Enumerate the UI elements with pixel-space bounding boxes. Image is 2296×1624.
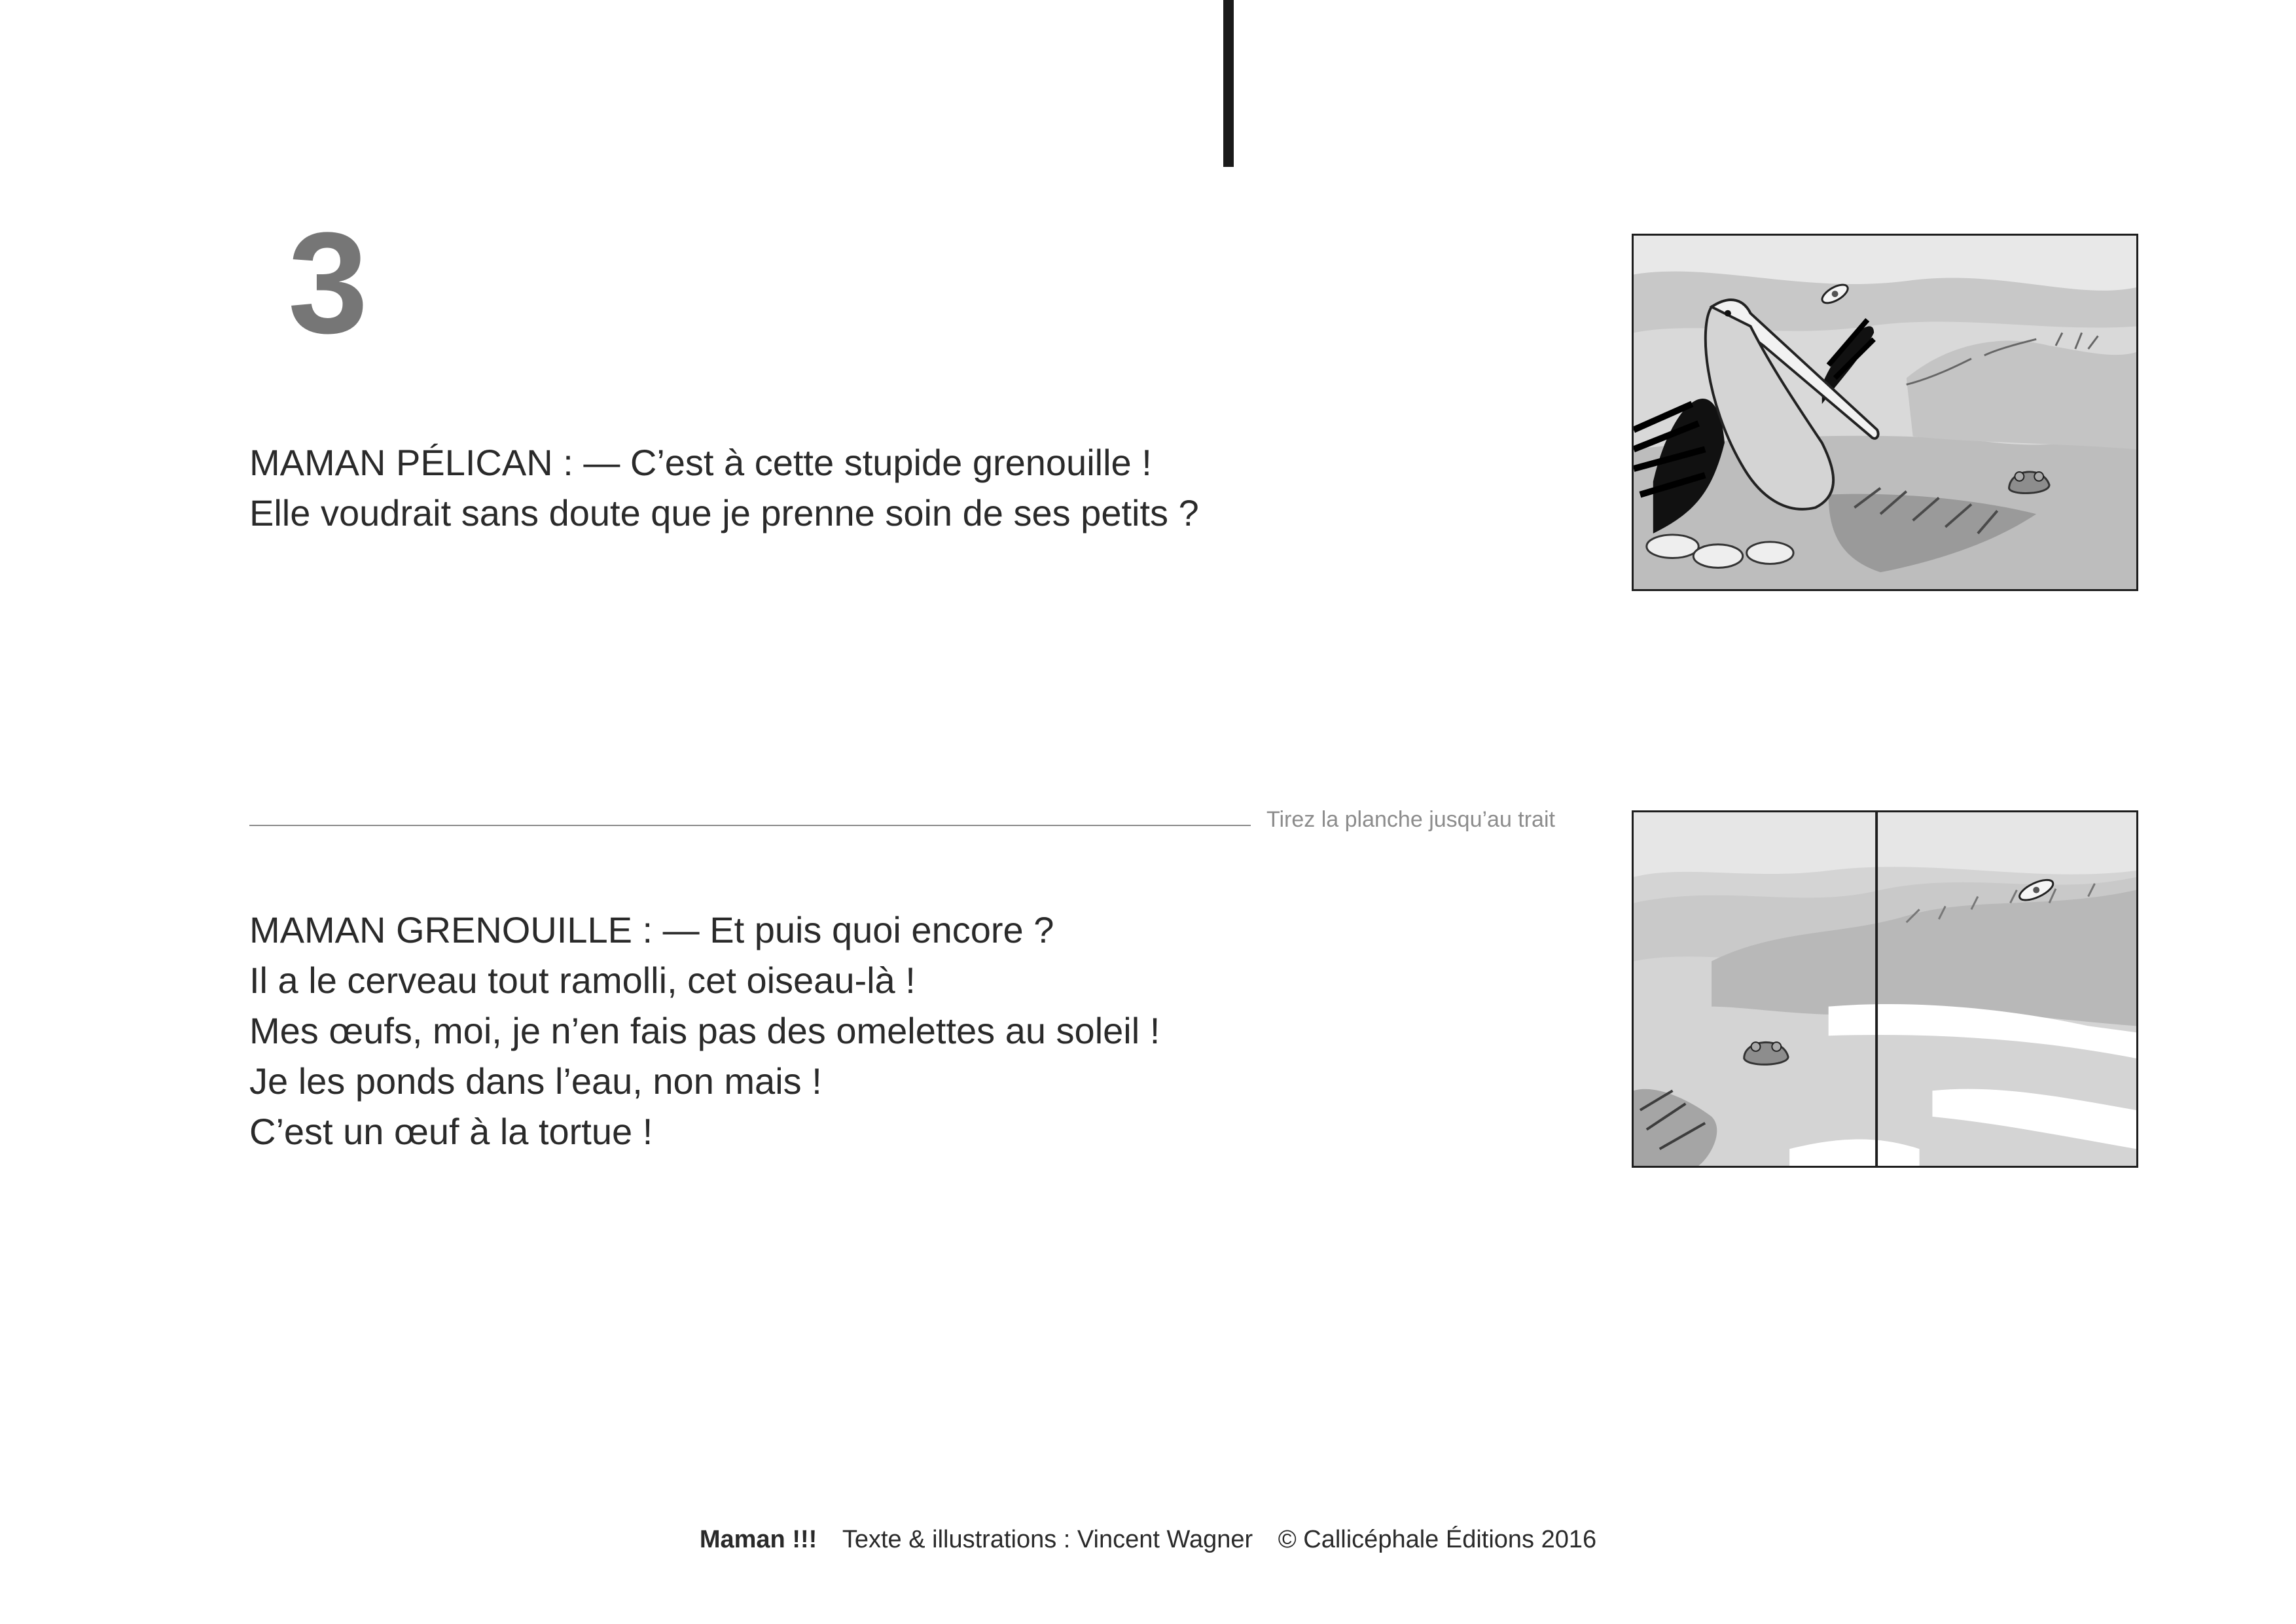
dialogue-pelican — [249, 437, 1199, 538]
author-credits: Texte & illustrations : Vincent Wagner — [842, 1526, 1253, 1553]
illustration-frog-panel — [1632, 810, 2138, 1168]
footer-credits — [0, 1526, 2296, 1554]
illustration-pelican-panel — [1632, 234, 2138, 591]
frog-illustration — [1634, 812, 2136, 1166]
copyright-notice: © Callicéphale Éditions 2016 — [1278, 1526, 1597, 1553]
page-number: 3 — [288, 202, 370, 363]
dialogue-line: Je les ponds dans l’eau, non mais ! — [249, 1060, 822, 1102]
dialogue-frog — [249, 905, 1160, 1157]
top-fold-mark — [1223, 0, 1234, 167]
dialogue-line: MAMAN PÉLICAN : — C’est à cette stupide grenouille ! — [249, 442, 1152, 483]
pelican-illustration — [1634, 236, 2136, 589]
pull-instruction: Tirez la planche jusqu’au trait — [1266, 807, 1555, 832]
dialogue-line: Il a le cerveau tout ramolli, cet oiseau-là ! — [249, 960, 916, 1001]
dialogue-line: C’est un œuf à la tortue ! — [249, 1111, 653, 1152]
dialogue-line: Mes œufs, moi, je n’en fais pas des omelettes au soleil ! — [249, 1010, 1160, 1051]
dialogue-line: MAMAN GRENOUILLE : — Et puis quoi encore ? — [249, 909, 1054, 950]
book-title: Maman !!! — [699, 1526, 817, 1553]
dialogue-line: Elle voudrait sans doute que je prenne soin de ses petits ? — [249, 492, 1199, 533]
pull-line — [249, 825, 1251, 826]
